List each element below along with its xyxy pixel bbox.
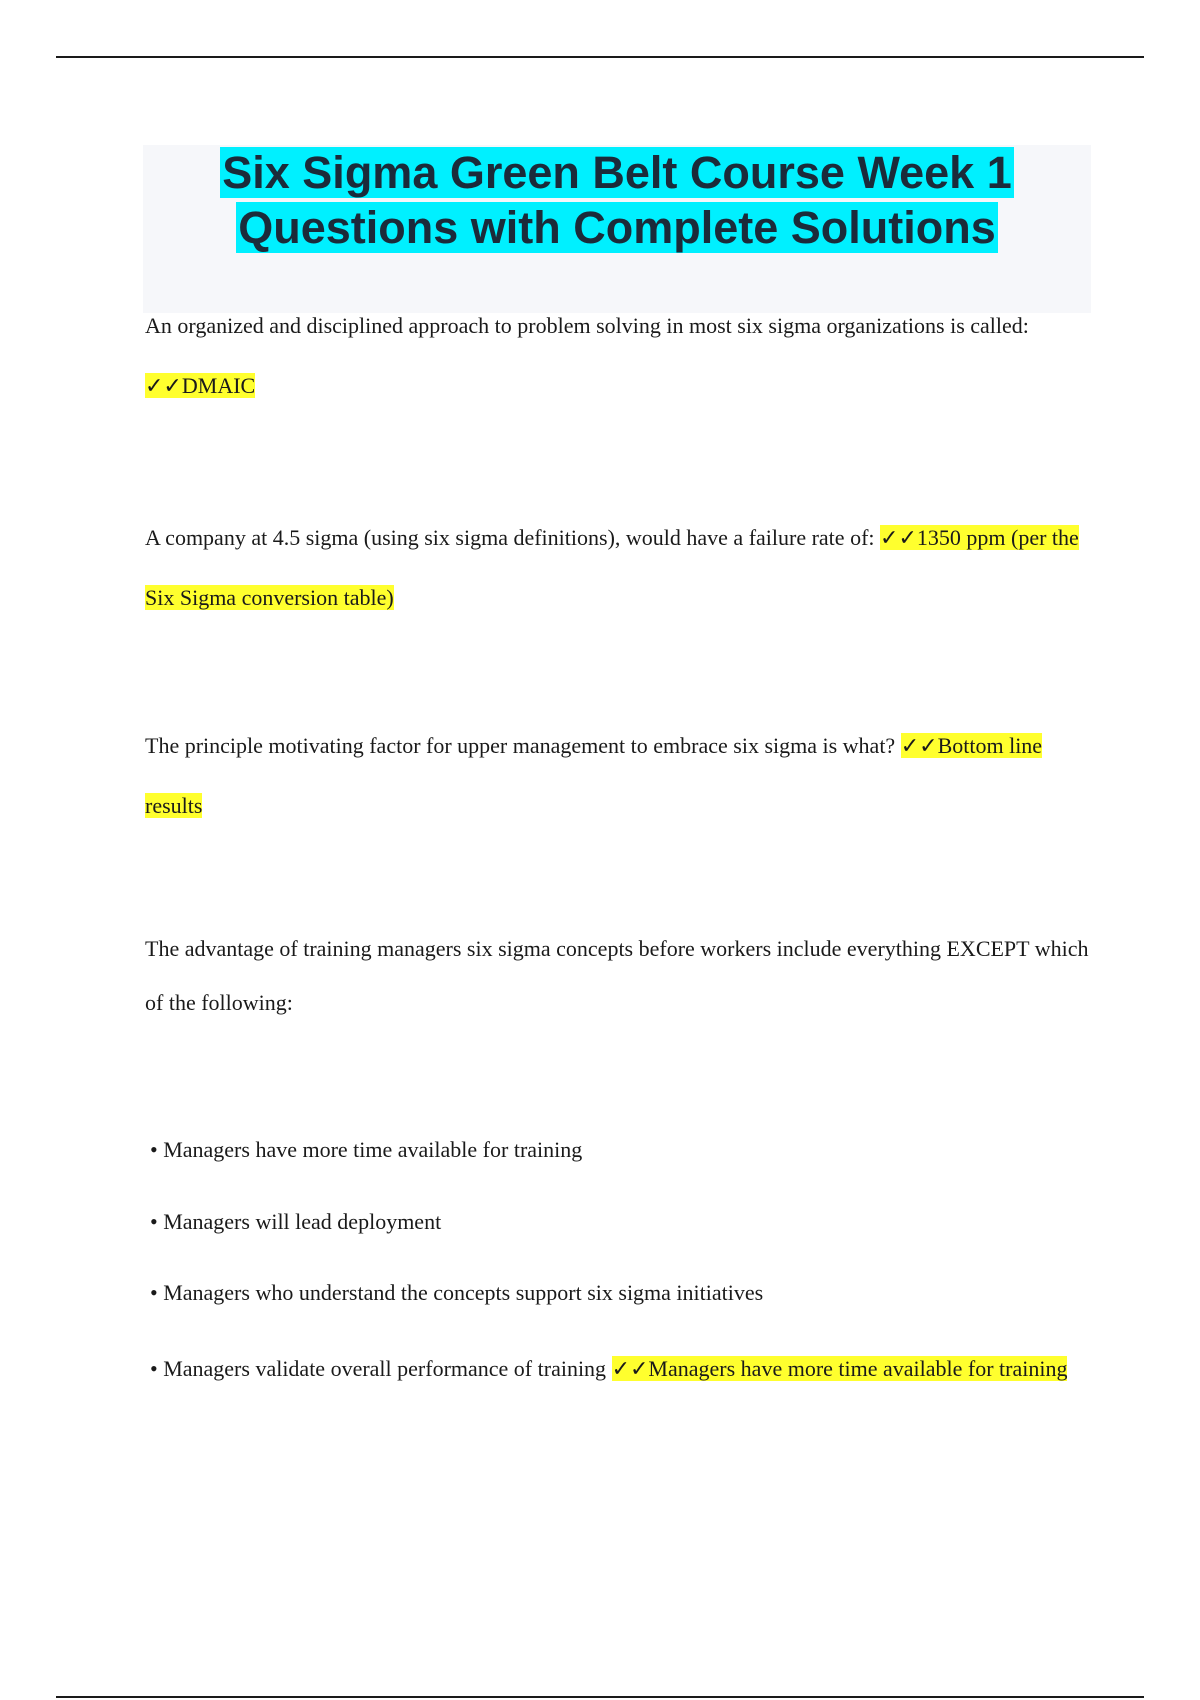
bottom-rule [56,1696,1144,1698]
option-2: • Managers will lead deployment [150,1209,442,1234]
document-title [143,145,1091,255]
option-4-with-answer [150,1339,1100,1399]
title-line-1: Six Sigma Green Belt Course Week 1 [222,147,1012,198]
question-2-answer: ✓✓1350 ppm (per the Six Sigma conversion table) [145,525,1079,610]
question-3-text: The principle motivating factor for upper management to embrace six sigma is what? [145,733,901,758]
option-3: • Managers who understand the concepts support six sigma initiatives [150,1280,764,1305]
option-1: • Managers have more time available for training [150,1137,583,1162]
option-4: • Managers validate overall performance of training [150,1356,612,1381]
question-1-answer: ✓✓DMAIC [145,373,256,398]
question-2 [145,508,1095,628]
question-3 [145,716,1095,836]
top-rule [56,56,1144,58]
question-2-text: A company at 4.5 sigma (using six sigma definitions), would have a failure rate of: [145,525,881,550]
question-4-text: The advantage of training managers six sigma concepts before workers include everything EXCEPT which of the following: [145,936,1089,1015]
question-4 [145,922,1095,1030]
question-1 [145,296,1095,416]
question-1-text: An organized and disciplined approach to problem solving in most six sigma organizations is called: [145,313,1029,338]
title-line-2: Questions with Complete Solutions [238,202,996,253]
question-3-answer: ✓✓Bottom line results [145,733,1043,818]
question-4-answer: ✓✓Managers have more time available for training [611,1356,1068,1381]
